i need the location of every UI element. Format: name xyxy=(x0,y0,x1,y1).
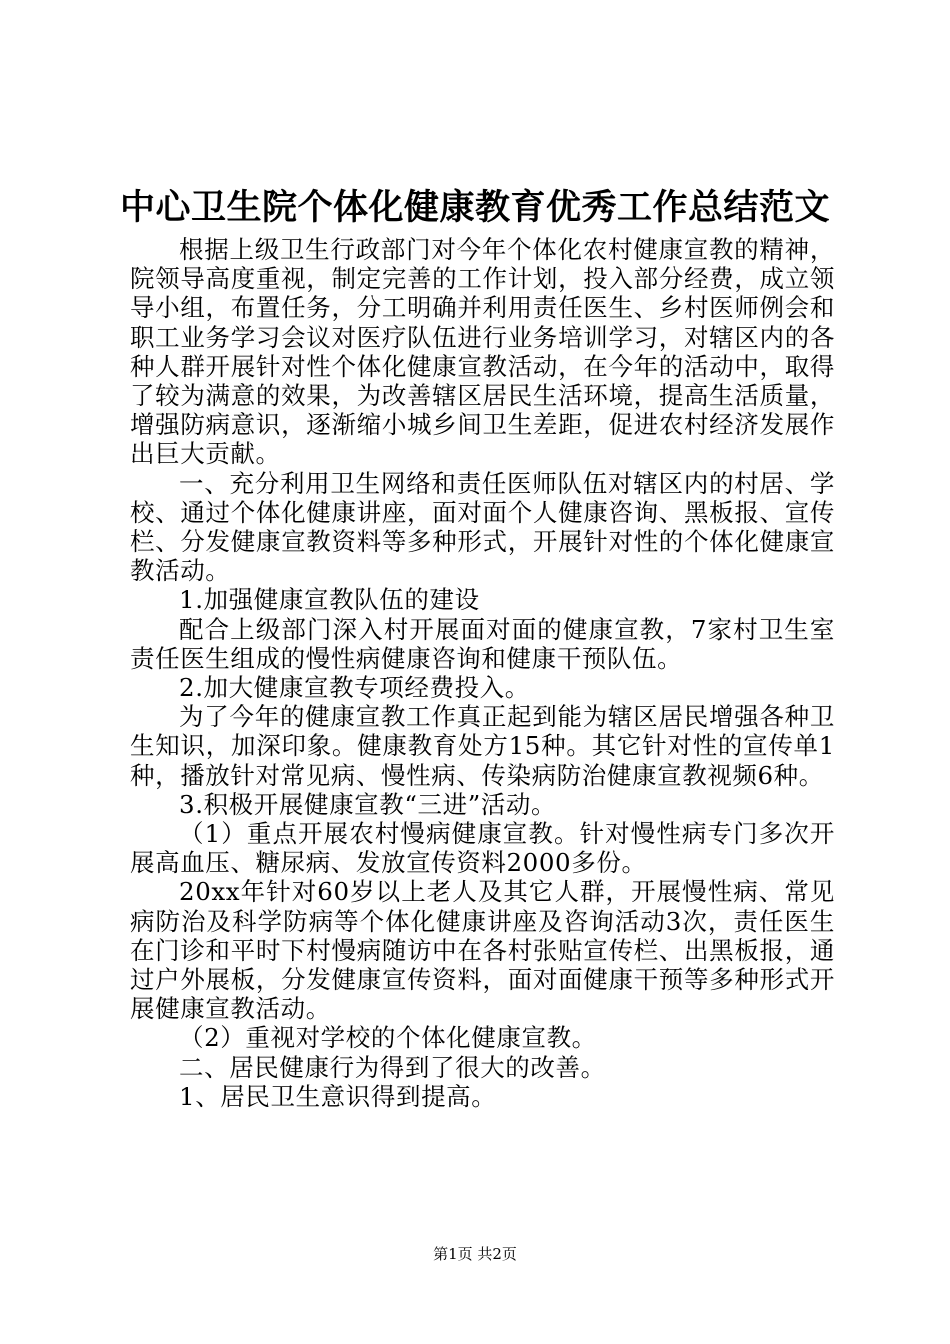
paragraph-item-3-sub-1-body: 20xx年针对60岁以上老人及其它人群，开展慢性病、常见病防治及科学防病等个体化健康讲座及咨询活动3次，责任医生在门诊和平时下村慢病随访中在各村张贴宣传栏、出黑板报，通过户外展板，分发健康宣传资料，面对面健康干预等多种形式开展健康宣教活动。 xyxy=(130,877,835,1024)
paragraph-item-1-body: 配合上级部门深入村开展面对面的健康宣教，7家村卫生室责任医生组成的慢性病健康咨询和健康干预队伍。 xyxy=(130,614,835,673)
paragraph-item-3-heading: 3.积极开展健康宣教“三进”活动。 xyxy=(179,789,557,819)
paragraph-section-1: 一、充分利用卫生网络和责任医师队伍对辖区内的村居、学校、通过个体化健康讲座，面对面个人健康咨询、黑板报、宣传栏、分发健康宣教资料等多种形式，开展针对性的个体化健康宣教活动。 xyxy=(130,468,835,586)
paragraph-item-2-heading: 2.加大健康宣教专项经费投入。 xyxy=(179,673,530,703)
paragraph-item-3-sub-1: （1）重点开展农村慢病健康宣教。针对慢性病专门多次开展高血压、糖尿病、发放宣传资料2000多份。 xyxy=(130,819,835,878)
paragraph-section-2-item-1: 1、居民卫生意识得到提高。 xyxy=(179,1081,497,1111)
document-body xyxy=(130,235,835,1111)
paragraph-section-2: 二、居民健康行为得到了很大的改善。 xyxy=(179,1052,606,1082)
paragraph-intro: 根据上级卫生行政部门对今年个体化农村健康宣教的精神，院领导高度重视，制定完善的工作计划，投入部分经费，成立领导小组，布置任务，分工明确并利用责任医生、乡村医师例会和职工业务学习会议对医疗队伍进行业务培训学习，对辖区内的各种人群开展针对性个体化健康宣教活动，在今年的活动中，取得了较为满意的效果，为改善辖区居民生活环境，提高生活质量，增强防病意识，逐渐缩小城乡间卫生差距，促进农村经济发展作出巨大贡献。 xyxy=(130,235,835,469)
document-title: 中心卫生院个体化健康教育优秀工作总结范文 xyxy=(119,188,830,228)
paragraph-item-2-body: 为了今年的健康宣教工作真正起到能为辖区居民增强各种卫生知识，加深印象。健康教育处方15种。其它针对性的宣传单1种，播放针对常见病、慢性病、传染病防治健康宣教视频6种。 xyxy=(130,702,835,790)
page-footer: 第1页 共2页 xyxy=(433,1245,517,1263)
paragraph-item-1-heading: 1.加强健康宣教队伍的建设 xyxy=(179,585,480,615)
paragraph-item-3-sub-2: （2）重视对学校的个体化健康宣教。 xyxy=(179,1023,597,1053)
